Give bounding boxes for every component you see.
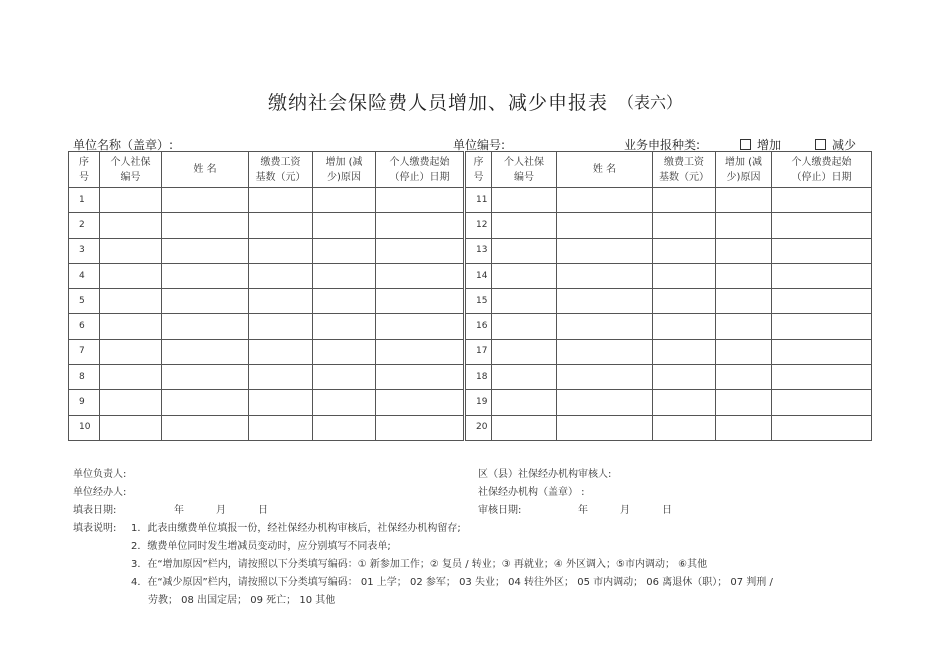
- table-row: [69, 238, 872, 263]
- entry-cell[interactable]: [100, 314, 162, 339]
- agency-seal-label: 社保经办机构（盖章） :: [478, 487, 585, 498]
- insurance-no-header: 个人社保 编号: [100, 152, 162, 188]
- instructions-label: 填表说明:: [73, 523, 117, 534]
- entry-cell[interactable]: [162, 238, 249, 263]
- date-header: 个人缴费起始 （停止）日期: [772, 152, 872, 188]
- entry-cell[interactable]: [557, 213, 653, 238]
- entry-cell[interactable]: [557, 314, 653, 339]
- entry-cell[interactable]: [557, 415, 653, 440]
- entry-cell[interactable]: [313, 314, 376, 339]
- add-checkbox[interactable]: [740, 139, 751, 150]
- table-row: [69, 314, 872, 339]
- entry-cell[interactable]: [376, 263, 465, 288]
- entry-cell[interactable]: [716, 188, 772, 213]
- review-date-month: 月: [620, 505, 630, 516]
- fill-date-year: 年: [174, 505, 184, 516]
- table-row: [69, 213, 872, 238]
- entry-cell[interactable]: [313, 263, 376, 288]
- entry-cell[interactable]: [376, 213, 465, 238]
- fill-date-day: 日: [258, 505, 268, 516]
- entry-cell[interactable]: [100, 213, 162, 238]
- entry-cell[interactable]: [376, 238, 465, 263]
- entry-cell[interactable]: [557, 365, 653, 390]
- row-number: 4: [69, 263, 100, 288]
- unit-code-label: 单位编号:: [453, 138, 506, 152]
- entry-cell[interactable]: [162, 314, 249, 339]
- fill-date-month: 月: [216, 505, 226, 516]
- entry-cell[interactable]: [249, 289, 313, 314]
- entry-cell[interactable]: [376, 365, 465, 390]
- entry-cell[interactable]: [100, 390, 162, 415]
- row-number: 5: [69, 289, 100, 314]
- entry-cell[interactable]: [162, 390, 249, 415]
- entry-cell[interactable]: [492, 314, 557, 339]
- entry-cell[interactable]: [772, 238, 872, 263]
- entry-cell[interactable]: [376, 289, 465, 314]
- row-number: 11: [465, 188, 492, 213]
- entry-cell[interactable]: [100, 339, 162, 364]
- entry-cell[interactable]: [653, 263, 716, 288]
- instruction-item: 2．缴费单位同时发生增减员变动时，应分别填写不同表单;: [131, 541, 391, 552]
- entry-cell[interactable]: [249, 390, 313, 415]
- entry-cell[interactable]: [716, 263, 772, 288]
- entry-cell[interactable]: [376, 188, 465, 213]
- entry-cell[interactable]: [653, 365, 716, 390]
- row-number: 8: [69, 365, 100, 390]
- row-number: 13: [465, 238, 492, 263]
- entry-cell[interactable]: [492, 415, 557, 440]
- entry-cell[interactable]: [716, 339, 772, 364]
- entry-cell[interactable]: [557, 263, 653, 288]
- entry-cell[interactable]: [100, 238, 162, 263]
- entry-cell[interactable]: [492, 188, 557, 213]
- instruction-item: 3．在“增加原因”栏内，请按照以下分类填写编码：① 新参加工作；② 复员 / 转业；③ 再就业；④ 外区调入；⑤市内调动； ⑥其他: [131, 559, 708, 570]
- entry-cell[interactable]: [249, 263, 313, 288]
- entry-cell[interactable]: [653, 415, 716, 440]
- entry-cell[interactable]: [313, 365, 376, 390]
- entry-cell[interactable]: [376, 415, 465, 440]
- entry-cell[interactable]: [249, 213, 313, 238]
- entry-cell[interactable]: [162, 365, 249, 390]
- entry-cell[interactable]: [492, 263, 557, 288]
- insurance-no-header: 个人社保 编号: [492, 152, 557, 188]
- entry-cell[interactable]: [162, 213, 249, 238]
- district-reviewer-label: 区（县）社保经办机构审核人:: [478, 469, 612, 480]
- table-row: [69, 263, 872, 288]
- add-option-label: 增加: [757, 138, 782, 152]
- wage-base-header: 缴费工资 基数（元）: [249, 152, 313, 188]
- entry-cell[interactable]: [772, 289, 872, 314]
- entry-cell[interactable]: [100, 188, 162, 213]
- entry-cell[interactable]: [653, 238, 716, 263]
- entry-cell[interactable]: [249, 238, 313, 263]
- entry-cell[interactable]: [492, 365, 557, 390]
- entry-cell[interactable]: [653, 339, 716, 364]
- row-number: 1: [69, 188, 100, 213]
- entry-cell[interactable]: [716, 314, 772, 339]
- entry-cell[interactable]: [772, 339, 872, 364]
- row-number: 10: [69, 415, 100, 440]
- entry-cell[interactable]: [376, 390, 465, 415]
- entry-cell[interactable]: [492, 238, 557, 263]
- entry-cell[interactable]: [492, 339, 557, 364]
- entry-cell[interactable]: [772, 314, 872, 339]
- row-number: 16: [465, 314, 492, 339]
- entry-cell[interactable]: [492, 289, 557, 314]
- seq-header: 序 号: [69, 152, 100, 188]
- entry-cell[interactable]: [313, 415, 376, 440]
- entry-cell[interactable]: [772, 415, 872, 440]
- entry-cell[interactable]: [313, 188, 376, 213]
- entry-cell[interactable]: [557, 238, 653, 263]
- review-date-year: 年: [578, 505, 588, 516]
- table-header-row: [69, 152, 872, 188]
- reason-header: 增加 (减 少)原因: [313, 152, 376, 188]
- entry-cell[interactable]: [249, 339, 313, 364]
- entry-cell[interactable]: [376, 339, 465, 364]
- unit-head-label: 单位负责人:: [73, 469, 127, 480]
- entry-cell[interactable]: [653, 188, 716, 213]
- entry-cell[interactable]: [557, 289, 653, 314]
- entry-cell[interactable]: [313, 339, 376, 364]
- row-number: 6: [69, 314, 100, 339]
- entry-cell[interactable]: [376, 314, 465, 339]
- entry-cell[interactable]: [100, 289, 162, 314]
- entry-cell[interactable]: [557, 390, 653, 415]
- table-row: [69, 188, 872, 213]
- row-number: 14: [465, 263, 492, 288]
- unit-name-label: 单位名称（盖章）:: [73, 138, 174, 152]
- entry-cell[interactable]: [249, 314, 313, 339]
- table-row: [69, 415, 872, 440]
- entry-cell[interactable]: [716, 365, 772, 390]
- entry-cell[interactable]: [162, 339, 249, 364]
- row-number: 12: [465, 213, 492, 238]
- entry-cell[interactable]: [162, 415, 249, 440]
- business-type-label: 业务申报种类:: [624, 138, 701, 152]
- reduce-option-label: 减少: [832, 138, 857, 152]
- entry-cell[interactable]: [653, 390, 716, 415]
- entry-cell[interactable]: [100, 365, 162, 390]
- entry-cell[interactable]: [492, 213, 557, 238]
- entry-cell[interactable]: [249, 415, 313, 440]
- entry-cell[interactable]: [772, 390, 872, 415]
- entry-cell[interactable]: [772, 365, 872, 390]
- row-number: 7: [69, 339, 100, 364]
- entry-cell[interactable]: [772, 263, 872, 288]
- entry-cell[interactable]: [716, 289, 772, 314]
- entry-cell[interactable]: [492, 390, 557, 415]
- form-title: 缴纳社会保险费人员增加、减少申报表: [268, 92, 609, 114]
- row-number: 15: [465, 289, 492, 314]
- entry-cell[interactable]: [100, 263, 162, 288]
- entry-cell[interactable]: [653, 314, 716, 339]
- entry-cell[interactable]: [716, 415, 772, 440]
- wage-base-header: 缴费工资 基数（元）: [653, 152, 716, 188]
- fill-date-label: 填表日期:: [73, 505, 117, 516]
- entry-cell[interactable]: [653, 289, 716, 314]
- row-number: 9: [69, 390, 100, 415]
- table-row: [69, 390, 872, 415]
- seq-header: 序 号: [465, 152, 492, 188]
- instruction-item: 4．在“减少原因”栏内，请按照以下分类填写编码： 01 上学； 02 参军； 03 失业； 04 转往外区； 05 市内调动； 06 离退休（职）； 07 判刑 /: [131, 577, 773, 588]
- reason-header: 增加 (减 少)原因: [716, 152, 772, 188]
- unit-handler-label: 单位经办人:: [73, 487, 127, 498]
- entry-cell[interactable]: [557, 339, 653, 364]
- name-header: 姓 名: [557, 152, 653, 188]
- entry-cell[interactable]: [313, 213, 376, 238]
- instruction-item: 1．此表由缴费单位填报一份，经社保经办机构审核后，社保经办机构留存;: [131, 523, 461, 534]
- entry-cell[interactable]: [100, 415, 162, 440]
- table-row: [69, 289, 872, 314]
- entry-cell[interactable]: [249, 188, 313, 213]
- table-row: [69, 365, 872, 390]
- entry-cell[interactable]: [716, 213, 772, 238]
- entry-cell[interactable]: [313, 289, 376, 314]
- date-header: 个人缴费起始 （停止）日期: [376, 152, 465, 188]
- row-number: 3: [69, 238, 100, 263]
- row-number: 19: [465, 390, 492, 415]
- entry-cell[interactable]: [557, 188, 653, 213]
- table-row: [69, 339, 872, 364]
- reduce-checkbox[interactable]: [815, 139, 826, 150]
- row-number: 2: [69, 213, 100, 238]
- entry-cell[interactable]: [772, 213, 872, 238]
- review-date-day: 日: [662, 505, 672, 516]
- row-number: 18: [465, 365, 492, 390]
- entry-cell[interactable]: [162, 263, 249, 288]
- entry-cell[interactable]: [313, 238, 376, 263]
- entry-cell[interactable]: [249, 365, 313, 390]
- entry-cell[interactable]: [162, 188, 249, 213]
- instruction-item-continued: 劳教； 08 出国定居； 09 死亡； 10 其他: [148, 595, 336, 606]
- entry-cell[interactable]: [716, 238, 772, 263]
- row-number: 20: [465, 415, 492, 440]
- entry-cell[interactable]: [716, 390, 772, 415]
- row-number: 17: [465, 339, 492, 364]
- table-number: （表六）: [618, 93, 683, 112]
- entry-cell[interactable]: [772, 188, 872, 213]
- entry-cell[interactable]: [653, 213, 716, 238]
- entry-cell[interactable]: [162, 289, 249, 314]
- entry-cell[interactable]: [313, 390, 376, 415]
- declaration-table: [68, 151, 872, 441]
- review-date-label: 审核日期:: [478, 505, 522, 516]
- name-header: 姓 名: [162, 152, 249, 188]
